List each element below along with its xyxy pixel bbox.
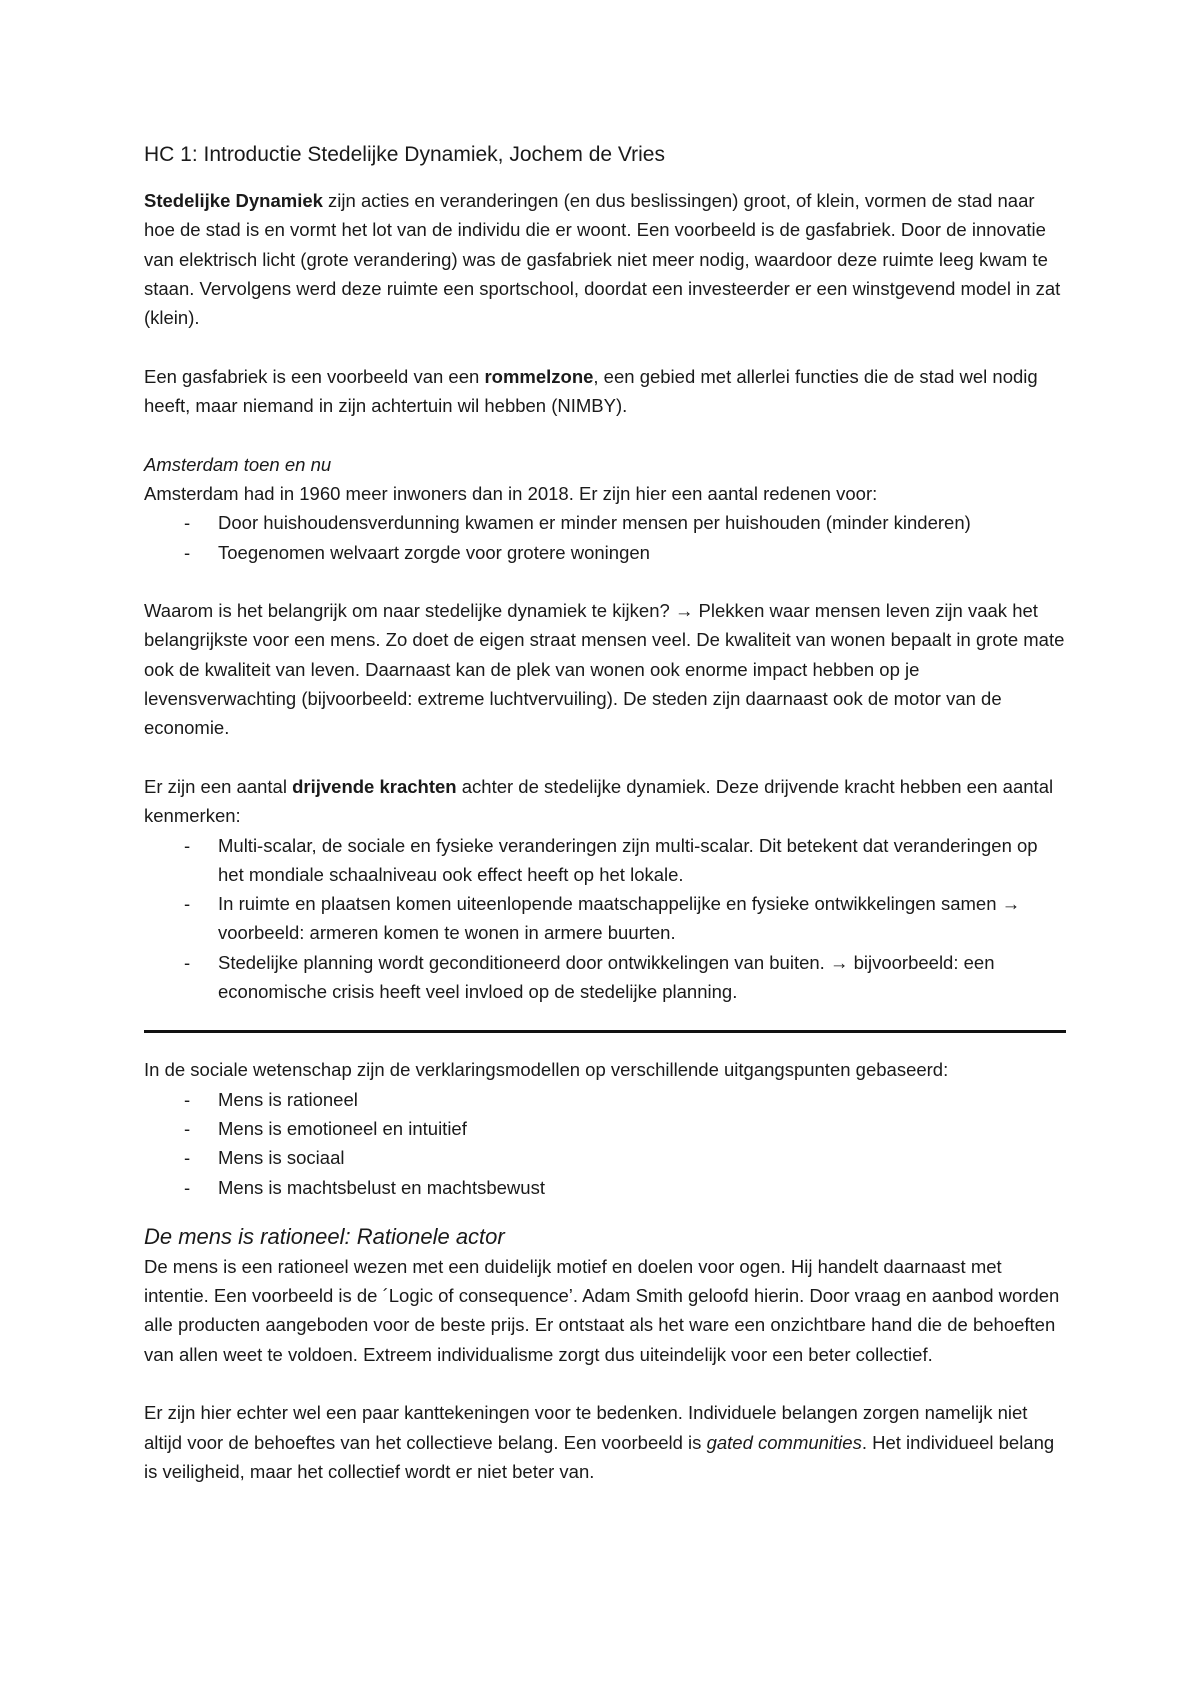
list-item: - Toegenomen welvaart zorgde voor grotere woningen <box>144 538 1066 567</box>
spacer <box>144 743 1066 772</box>
driving-forces-pre: Er zijn een aantal <box>144 775 293 797</box>
list-item: - In ruimte en plaatsen komen uiteenlopende maatschappelijke en fysieke ontwikkelingen samen → voorbeeld: armeren komen te wonen in armere buurten. <box>144 889 1066 948</box>
rommelzone-post: , een gebied met allerlei functies die de stad wel nodig heeft, maar niemand in zijn achtertuin wil hebben (NIMBY). <box>144 365 1038 417</box>
list-item: - Mens is emotioneel en intuitief <box>144 1114 1066 1143</box>
term-stedelijke-dynamiek: Stedelijke Dynamiek <box>144 190 323 211</box>
amsterdam-intro: Amsterdam had in 1960 meer inwoners dan in 2018. Er zijn hier een aantal redenen voor: <box>144 482 878 504</box>
spacer <box>144 1369 1066 1398</box>
horizontal-divider <box>144 1030 1066 1033</box>
importance-paragraph: Waarom is het belangrijk om naar stedelijke dynamiek te kijken? → Plekken waar mensen leven zijn vaak het belangrijkste voor een mens. Zo doet de eigen straat mensen veel. De kwaliteit van wonen bepaalt in grote mate ook de kwaliteit van leven. Daarnaast kan de plek van wonen ook enorme impact hebben op je levensverwachting (bijvoorbeeld: extreme luchtvervuiling). De steden zijn daarnaast ook de motor van de economie. <box>144 600 1065 739</box>
list-item: - Multi-scalar, de sociale en fysieke veranderingen zijn multi-scalar. Dit betekent dat veranderingen op het mondiale schaalniveau ook effect heeft op het lokale. <box>144 831 1066 890</box>
rational-actor-paragraph: De mens is een rationeel wezen met een duidelijk motief en doelen voor ogen. Hij handelt daarnaast met intentie. Een voorbeeld is de ´Logic of consequence’. Adam Smith geloofd hierin. Door vraag en aanbod worden alle producten aangeboden voor de beste prijs. Er ontstaat als het ware een onzichtbare hand die de behoeften van allen weet te voldoen. Extreem individualisme zorgt dus uiteindelijk voor een beter collectief. <box>144 1255 1060 1365</box>
models-list <box>144 1085 1066 1202</box>
driving-forces-list <box>144 831 1066 1007</box>
amsterdam-subheading: Amsterdam toen en nu <box>144 453 332 475</box>
caveats-paragraph <box>144 1398 1066 1486</box>
caveats-post: . Het individueel belang is veiligheid, maar het collectief wordt er niet beter van. <box>144 1431 1055 1482</box>
term-drijvende-krachten: drijvende krachten <box>292 775 457 797</box>
list-item: - Mens is rationeel <box>144 1085 1066 1114</box>
list-item: - Mens is sociaal <box>144 1143 1066 1172</box>
spacer <box>144 332 1066 361</box>
intro-text: zijn acties en veranderingen (en dus beslissingen) groot, of klein, vormen de stad naar hoe de stad is en vormt het lot van de individu die er woont. Een voorbeeld is de gasfabriek. Door de innovatie van elektrisch licht (grote verandering) was de gasfabriek niet meer nodig, waardoor deze ruimte leeg kwam te staan. Vervolgens werd deze ruimte een sportschool, doordat een investeerder er een winstgevend model in zat (klein). <box>144 190 1061 329</box>
models-intro: In de sociale wetenschap zijn de verklaringsmodellen op verschillende uitgangspunten gebaseerd: <box>144 1059 949 1081</box>
driving-forces-post: achter de stedelijke dynamiek. Deze drijvende kracht hebben een aantal kenmerken: <box>144 775 1054 827</box>
section-heading-rational-actor: De mens is rationeel: Rationele actor <box>144 1223 505 1249</box>
page-title: HC 1: Introductie Stedelijke Dynamiek, Jochem de Vries <box>144 143 665 166</box>
document-page <box>144 140 1066 1486</box>
list-item: - Stedelijke planning wordt geconditioneerd door ontwikkelingen van buiten. → bijvoorbeeld: een economische crisis heeft veel invloed op de stedelijke planning. <box>144 948 1066 1007</box>
intro-paragraph <box>144 186 1066 332</box>
term-gated-communities: gated communities <box>706 1431 862 1453</box>
driving-forces-paragraph <box>144 772 1066 831</box>
rommelzone-paragraph <box>144 362 1066 421</box>
term-rommelzone: rommelzone <box>484 365 594 387</box>
amsterdam-list <box>144 508 1066 567</box>
list-item: - Door huishoudensverdunning kwamen er minder mensen per huishouden (minder kinderen) <box>144 508 1066 537</box>
caveats-pre: Er zijn hier echter wel een paar kanttekeningen voor te bedenken. Individuele belangen zorgen namelijk niet altijd voor de behoeftes van het collectieve belang. Een voorbeeld is <box>144 1402 1028 1453</box>
list-item: - Mens is machtsbelust en machtsbewust <box>144 1173 1066 1202</box>
rommelzone-pre: Een gasfabriek is een voorbeeld van een <box>144 365 485 387</box>
spacer <box>144 567 1066 596</box>
spacer <box>144 420 1066 449</box>
